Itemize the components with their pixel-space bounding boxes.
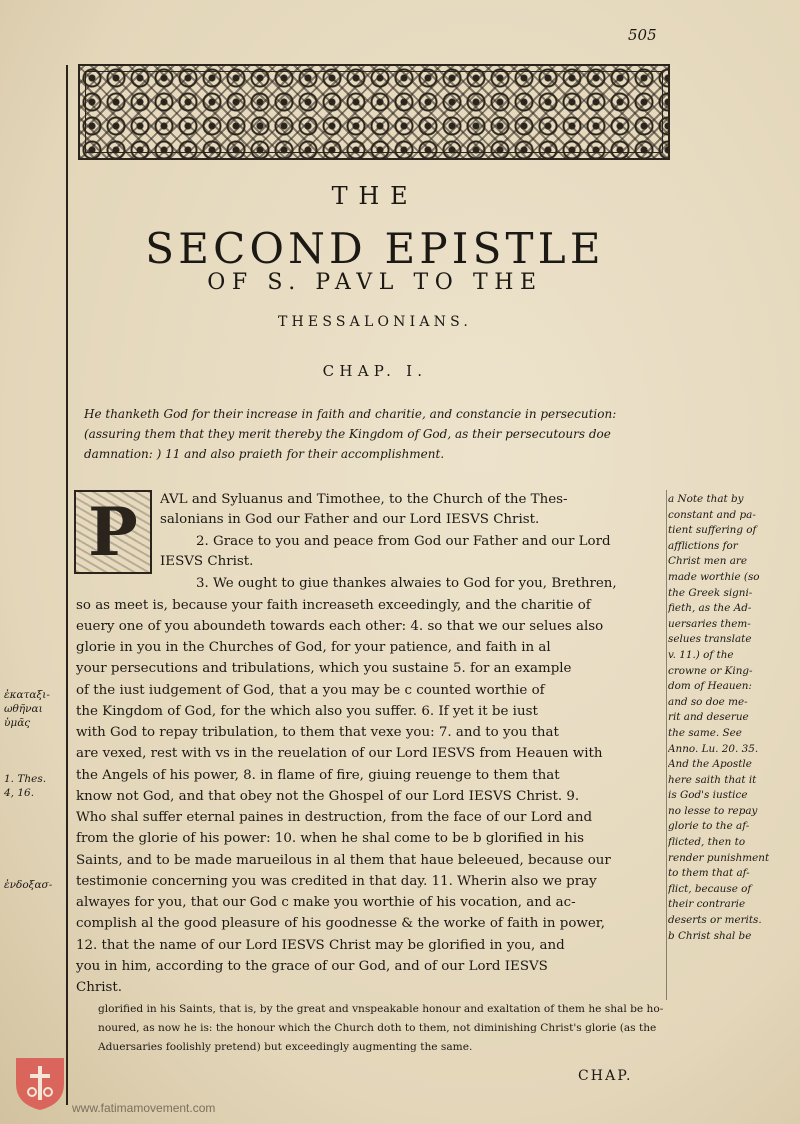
greek-margin-note (4, 688, 62, 730)
body-line: your persecutions and tribulations, which you sustaine 5. for an example (76, 661, 572, 676)
margin-note-line: fieth, as the Ad- (668, 602, 752, 615)
body-line: from the glorie of his power: 10. when he shal come to be b glorified in his (76, 831, 585, 846)
margin-note-line: to them that af- (668, 867, 750, 880)
margin-note-line: render punishment (668, 851, 770, 864)
body-line: 12. that the name of our Lord IESVS Christ may be glorified in you, and (76, 938, 565, 953)
body-line: know not God, and that obey not the Ghospel of our Lord IESVS Christ. 9. (76, 789, 580, 804)
greek-margin-line: ἐκαταξι- (4, 689, 50, 701)
margin-note-line: Anno. Lu. 20. 35. (668, 742, 759, 755)
cross-reference-note (4, 772, 62, 800)
body-line: complish al the good pleasure of his goodnesse & the worke of faith in power, (76, 916, 605, 931)
margin-annotation (668, 492, 794, 944)
body-line: are vexed, rest with vs in the reuelation of our Lord IESVS from Heauen with (76, 746, 603, 761)
margin-note-line: made worthie (so (668, 570, 760, 583)
margin-note-line: glorie to the af- (668, 820, 750, 833)
body-line: IESVS Christ. (160, 554, 254, 569)
summary-line: He thanketh God for their increase in faith and charitie, and constancie in persecution: (84, 407, 617, 421)
body-line: Saints, and to be made marueilous in al them that haue beleeued, because our (76, 853, 611, 868)
body-line: glorie in you in the Churches of God, for your patience, and faith in al (76, 640, 551, 655)
margin-note-line: deserts or merits. (668, 914, 762, 927)
margin-note-line: uersaries them- (668, 617, 751, 630)
body-line: Who shal suffer eternal paines in destruction, from the face of our Lord and (76, 810, 593, 825)
body-line: 3. We ought to giue thankes alwaies to God for you, Brethren, (196, 576, 617, 591)
body-line: AVL and Syluanus and Timothee, to the Church of the Thes- (160, 492, 568, 507)
margin-note-line: their contrarie (668, 898, 746, 911)
greek-margin-note-2 (4, 878, 62, 892)
shield-logo-icon (12, 1054, 68, 1112)
margin-note-line: v. 11.) of the (668, 648, 734, 661)
body-line: of the iust iudgement of God, that a you may be c counted worthie of (76, 683, 545, 698)
margin-divider (666, 490, 667, 1000)
footnote-line: glorified in his Saints, that is, by the great and vnspeakable honour and exaltation of them he shal be ho- (98, 1003, 664, 1015)
body-line: alwayes for you, that our God c make you worthie of his vocation, and ac- (76, 895, 576, 910)
body-line: salonians in God our Father and our Lord IESVS Christ. (160, 512, 540, 527)
margin-note-line: b Christ shal be (668, 929, 752, 942)
greek-margin-line: ἐνδοξασ- (4, 879, 53, 891)
title-line-1: THE (331, 182, 419, 210)
footnote (98, 1000, 798, 1057)
title-line-4: THESSALONIANS. (277, 314, 473, 330)
margin-note-line: constant and pa- (668, 508, 756, 521)
body-line: the Angels of his power, 8. in flame of fire, giuing reuenge to them that (76, 768, 560, 783)
summary-line: (assuring them that they merit thereby the Kingdom of God, as their persecutours doe (84, 427, 611, 441)
summary-line: damnation: ) 11 and also praieth for their accomplishment. (84, 447, 445, 461)
body-line: euery one of you aboundeth towards each other: 4. so that we our selues also (76, 619, 604, 634)
body-line: Christ. (76, 980, 123, 995)
margin-note-line: the Greek signi- (668, 586, 753, 599)
watermark-url: www.fatimamovement.com (72, 1101, 216, 1115)
title-line-3: OF S. PAVL TO THE (207, 270, 543, 295)
body-line: the Kingdom of God, for the which also you suffer. 6. If yet it be iust (76, 704, 538, 719)
margin-note-line: and so doe me- (668, 695, 748, 708)
body-line: so as meet is, because your faith increaseth exceedingly, and the charitie of (76, 598, 591, 613)
margin-note-line: flict, because of (668, 882, 752, 895)
margin-note-line: no lesse to repay (668, 804, 758, 817)
margin-note-line: the same. See (668, 726, 742, 739)
footnote-line: Aduersaries foolishly pretend) but exceedingly augmenting the same. (98, 1041, 473, 1053)
margin-note-line: Christ men are (668, 555, 748, 568)
margin-note-line: crowne or King- (668, 664, 753, 677)
page-number: 505 (628, 26, 657, 44)
margin-note-line: is God's iustice (668, 789, 748, 802)
margin-note-line: And the Apostle (668, 758, 752, 771)
catchword: CHAP. (578, 1068, 633, 1084)
footnote-line: noured, as now he is: the honour which the Church doth to them, not diminishing Christ's glorie (as the (98, 1022, 657, 1034)
cross-reference-line: 1. Thes. (4, 773, 47, 785)
margin-note-line: afflictions for (668, 539, 738, 552)
title-line-2: SECOND EPISTLE (145, 224, 605, 273)
body-line: testimonie concerning you was credited in that day. 11. Wherin also we pray (76, 874, 597, 889)
body-line: you in him, according to the grace of our God, and of our Lord IESVS (76, 959, 548, 974)
chapter-heading: CHAP. I. (322, 362, 428, 380)
margin-note-line: a Note that by (668, 493, 744, 505)
margin-note-line: dom of Heauen: (668, 680, 752, 693)
margin-note-line: flicted, then to (668, 836, 746, 849)
margin-note-line: selues translate (668, 633, 752, 646)
drop-cap-letter: P (74, 490, 152, 574)
greek-margin-line: ὑμᾶς (4, 717, 31, 729)
margin-note-line: rit and deserue (668, 711, 749, 724)
body-line: with God to repay tribulation, to them that vexe you: 7. and to you that (76, 725, 559, 740)
cross-reference-line: 4, 16. (4, 787, 35, 799)
margin-note-line: tient suffering of (668, 524, 757, 537)
margin-note-line: here saith that it (668, 773, 757, 786)
greek-margin-line: ωθῆναι (4, 703, 43, 715)
body-line: 2. Grace to you and peace from God our Father and our Lord (196, 534, 611, 549)
